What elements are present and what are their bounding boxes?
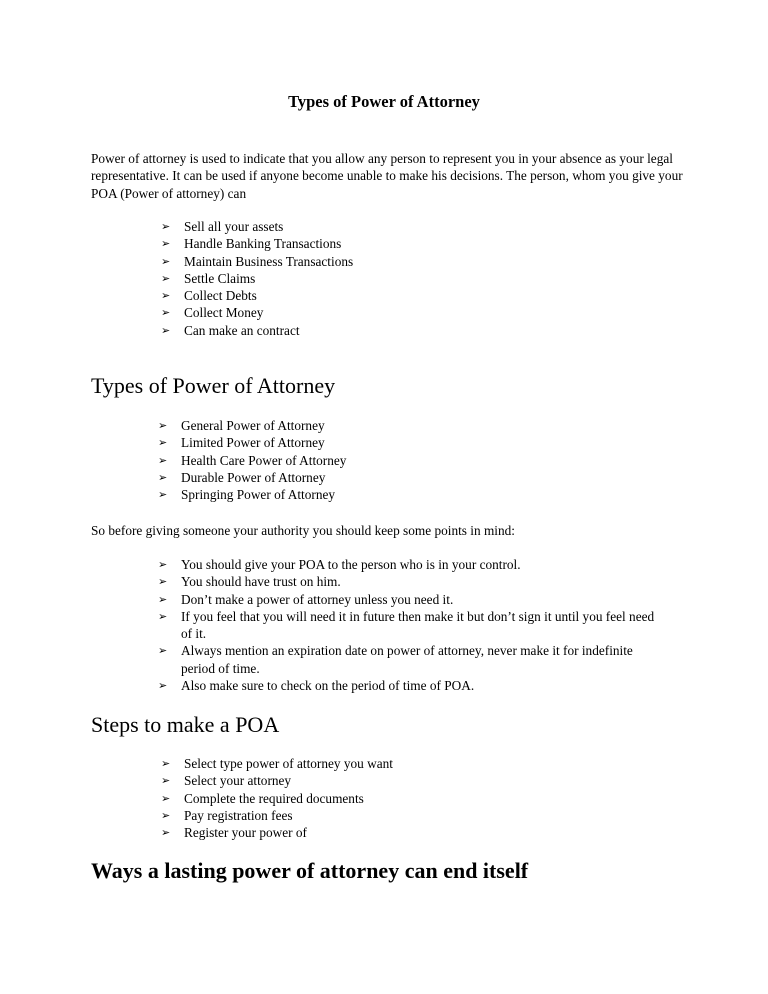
list-item-text: Select your attorney [184, 773, 292, 789]
arrow-bullet-icon: ➢ [158, 592, 168, 606]
arrow-bullet-icon: ➢ [161, 306, 171, 320]
intro-text: Power of attorney is used to indicate that you allow any person to represent you in your absence as your legal representative. It can be used if anyone become unable to make his decisions. The person, whom you give your POA (Power of attorney) can [91, 151, 683, 201]
arrow-bullet-icon: ➢ [158, 419, 168, 432]
list-item [161, 322, 353, 339]
list-item-text: If you feel that you will need it in future then make it but don’t sign it until you feel need of it. [181, 608, 655, 642]
document-title: Types of Power of Attorney [288, 92, 480, 111]
list-item [161, 824, 393, 841]
list-item-text: Health Care Power of Attorney [181, 452, 347, 468]
arrow-bullet-icon: ➢ [158, 609, 168, 623]
list-item [161, 772, 393, 789]
list-item [161, 253, 353, 270]
list-item-text: Springing Power of Attorney [181, 487, 336, 503]
arrow-bullet-icon: ➢ [161, 757, 171, 770]
list-item [161, 807, 393, 824]
list-item-text: Collect Money [184, 305, 264, 321]
abilities-list [161, 218, 353, 339]
list-item-text: Register your power of [184, 825, 307, 841]
arrow-bullet-icon: ➢ [158, 575, 168, 589]
list-item-text: Can make an contract [184, 322, 300, 338]
list-item-text: Also make sure to check on the period of time of POA. [181, 678, 475, 694]
list-item-text: Maintain Business Transactions [184, 253, 354, 269]
arrow-bullet-icon: ➢ [158, 679, 168, 693]
list-item-text: Collect Debts [184, 288, 257, 304]
arrow-bullet-icon: ➢ [158, 644, 168, 658]
list-item-text: Select type power of attorney you want [184, 756, 393, 771]
list-item [158, 434, 346, 451]
list-item [158, 469, 346, 486]
arrow-bullet-icon: ➢ [161, 791, 171, 805]
list-item-text: Handle Banking Transactions [184, 236, 342, 252]
list-item-text: Don’t make a power of attorney unless you need it. [181, 591, 454, 607]
list-item-text: You should give your POA to the person who is in your control. [181, 557, 521, 572]
list-item [161, 790, 393, 807]
points-list [158, 556, 658, 694]
list-item-text: Settle Claims [184, 270, 256, 286]
list-item [161, 755, 393, 772]
arrow-bullet-icon: ➢ [161, 323, 171, 337]
list-item [161, 287, 353, 304]
list-item [158, 591, 658, 608]
list-item-text: Limited Power of Attorney [181, 435, 325, 451]
arrow-bullet-icon: ➢ [158, 488, 168, 502]
arrow-bullet-icon: ➢ [161, 237, 171, 251]
list-item-text: Pay registration fees [184, 807, 293, 823]
list-item [158, 608, 658, 643]
list-item [161, 235, 353, 252]
list-item-text: General Power of Attorney [181, 418, 325, 433]
list-item-text: Complete the required documents [184, 790, 364, 806]
arrow-bullet-icon: ➢ [158, 436, 168, 450]
steps-list [161, 755, 393, 841]
list-item [161, 270, 353, 287]
list-item [158, 417, 346, 434]
list-item-text: Always mention an expiration date on power of attorney, never make it for indefinite period of time. [181, 643, 633, 676]
list-item [158, 573, 658, 590]
arrow-bullet-icon: ➢ [161, 271, 171, 285]
list-item [158, 677, 658, 694]
list-item [158, 556, 658, 573]
arrow-bullet-icon: ➢ [161, 774, 171, 788]
types-list [158, 417, 346, 503]
list-item-text: You should have trust on him. [181, 574, 341, 590]
types-heading: Types of Power of Attorney [91, 373, 336, 398]
list-item-text: Sell all your assets [184, 219, 284, 234]
list-item [161, 304, 353, 321]
arrow-bullet-icon: ➢ [161, 289, 171, 303]
arrow-bullet-icon: ➢ [158, 453, 168, 467]
arrow-bullet-icon: ➢ [161, 220, 171, 233]
intro-paragraph [91, 150, 691, 202]
list-item [158, 452, 346, 469]
steps-heading: Steps to make a POA [91, 712, 280, 737]
arrow-bullet-icon: ➢ [161, 808, 171, 822]
arrow-bullet-icon: ➢ [158, 558, 168, 571]
points-intro-text: So before giving someone your authority you should keep some points in mind: [91, 523, 515, 538]
arrow-bullet-icon: ➢ [158, 470, 168, 484]
list-item-text: Durable Power of Attorney [181, 469, 326, 485]
list-item [158, 642, 658, 677]
list-item [158, 486, 346, 503]
end-heading: Ways a lasting power of attorney can end itself [91, 858, 529, 883]
list-item [161, 218, 353, 235]
arrow-bullet-icon: ➢ [161, 254, 171, 268]
arrow-bullet-icon: ➢ [161, 826, 171, 840]
